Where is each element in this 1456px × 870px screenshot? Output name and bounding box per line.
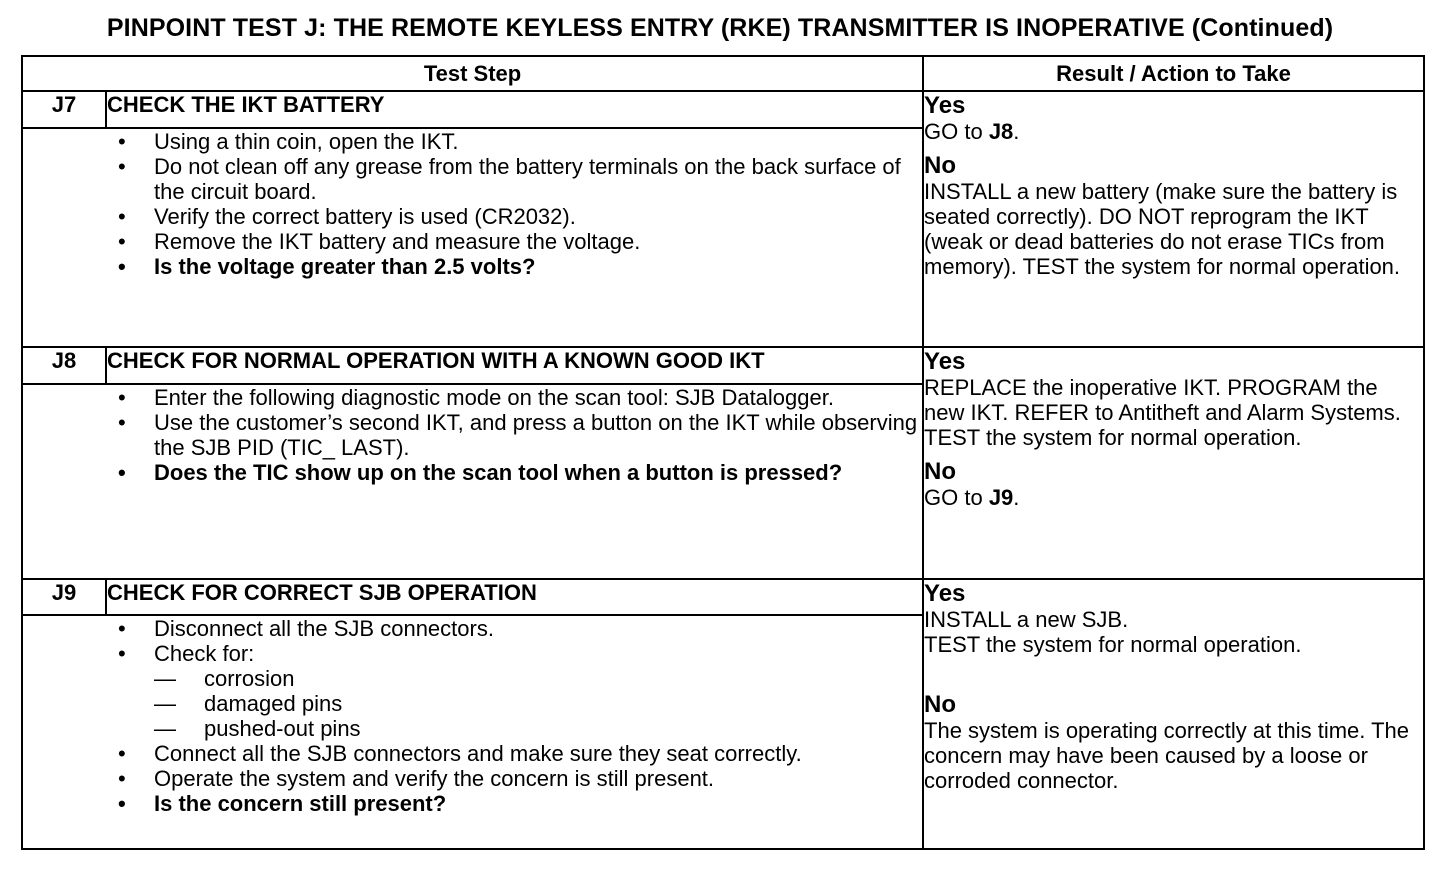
no-label: No [924, 691, 957, 718]
sub-item: — pushed-out pins [154, 716, 922, 741]
instruction-list [22, 385, 922, 485]
no-text: GO to [924, 485, 989, 510]
table-header-row [22, 56, 1424, 91]
pinpoint-test-table [21, 55, 1425, 850]
step-reference: J9 [988, 485, 1014, 510]
header-test-step: Test Step [22, 56, 923, 91]
step-question: • Is the voltage greater than 2.5 volts? [154, 254, 922, 279]
list-item: • Verify the correct battery is used (CR2032). [154, 204, 922, 229]
step-j8-result [923, 347, 1424, 579]
step-j7-instructions [106, 128, 923, 347]
yes-action: REPLACE the inoperative IKT. PROGRAM the new IKT. REFER to Antitheft and Alarm Systems. TEST the system for normal operation. [924, 375, 1401, 450]
step-reference: J8 [988, 119, 1014, 144]
list-item [154, 641, 922, 741]
check-sublist [154, 666, 922, 741]
instruction-list [22, 129, 922, 279]
no-action [924, 485, 1423, 510]
step-j9-result [923, 579, 1424, 849]
list-item: • Connect all the SJB connectors and make sure they seat correctly. [154, 741, 922, 766]
no-action: INSTALL a new battery (make sure the battery is seated correctly). DO NOT reprogram the IKT (weak or dead batteries do not erase TICs from memory). TEST the system for normal operation. [924, 179, 1401, 279]
step-j8-instructions [106, 384, 923, 579]
step-j9-title-row [22, 579, 1424, 615]
list-item: • Use the customer’s second IKT, and press a button on the IKT while observing the SJB PID (TIC_ LAST). [154, 410, 922, 460]
step-title: CHECK THE IKT BATTERY [106, 91, 923, 128]
yes-label: Yes [924, 92, 966, 119]
list-item: • Do not clean off any grease from the battery terminals on the back surface of the circuit board. [154, 154, 922, 204]
yes-label: Yes [924, 580, 966, 607]
list-item-text: Check for: [154, 641, 255, 667]
no-action: The system is operating correctly at this time. The concern may have been caused by a loose or corroded connector. [924, 718, 1410, 793]
sub-item: — damaged pins [154, 691, 922, 716]
step-title: CHECK FOR NORMAL OPERATION WITH A KNOWN GOOD IKT [106, 347, 923, 384]
step-j7-result [923, 91, 1424, 347]
step-j8-title-row [22, 347, 1424, 384]
step-title: CHECK FOR CORRECT SJB OPERATION [106, 579, 923, 615]
header-result-action: Result / Action to Take [923, 56, 1424, 91]
yes-label: Yes [924, 348, 966, 375]
step-id: J8 [22, 347, 106, 384]
no-label: No [924, 458, 957, 485]
list-item: • Using a thin coin, open the IKT. [154, 129, 922, 154]
yes-action [924, 119, 1423, 144]
list-item: • Disconnect all the SJB connectors. [154, 616, 922, 641]
no-suffix: . [1013, 485, 1020, 510]
instruction-list [22, 616, 922, 816]
yes-suffix: . [1013, 119, 1020, 144]
list-item: • Remove the IKT battery and measure the voltage. [154, 229, 922, 254]
yes-text: GO to [924, 119, 989, 144]
step-question: • Does the TIC show up on the scan tool when a button is pressed? [154, 460, 922, 485]
step-j9-instructions [106, 615, 923, 849]
sub-item: — corrosion [154, 666, 922, 691]
no-label: No [924, 152, 957, 179]
page-title: PINPOINT TEST J: THE REMOTE KEYLESS ENTRY (RKE) TRANSMITTER IS INOPERATIVE (Continued) [106, 14, 1334, 42]
list-item: • Enter the following diagnostic mode on the scan tool: SJB Datalogger. [154, 385, 922, 410]
step-id: J7 [22, 91, 106, 128]
yes-action: INSTALL a new SJB. TEST the system for normal operation. [924, 607, 1302, 657]
list-item: • Operate the system and verify the concern is still present. [154, 766, 922, 791]
step-question: • Is the concern still present? [154, 791, 922, 816]
step-j7-title-row [22, 91, 1424, 128]
step-id: J9 [22, 579, 106, 615]
